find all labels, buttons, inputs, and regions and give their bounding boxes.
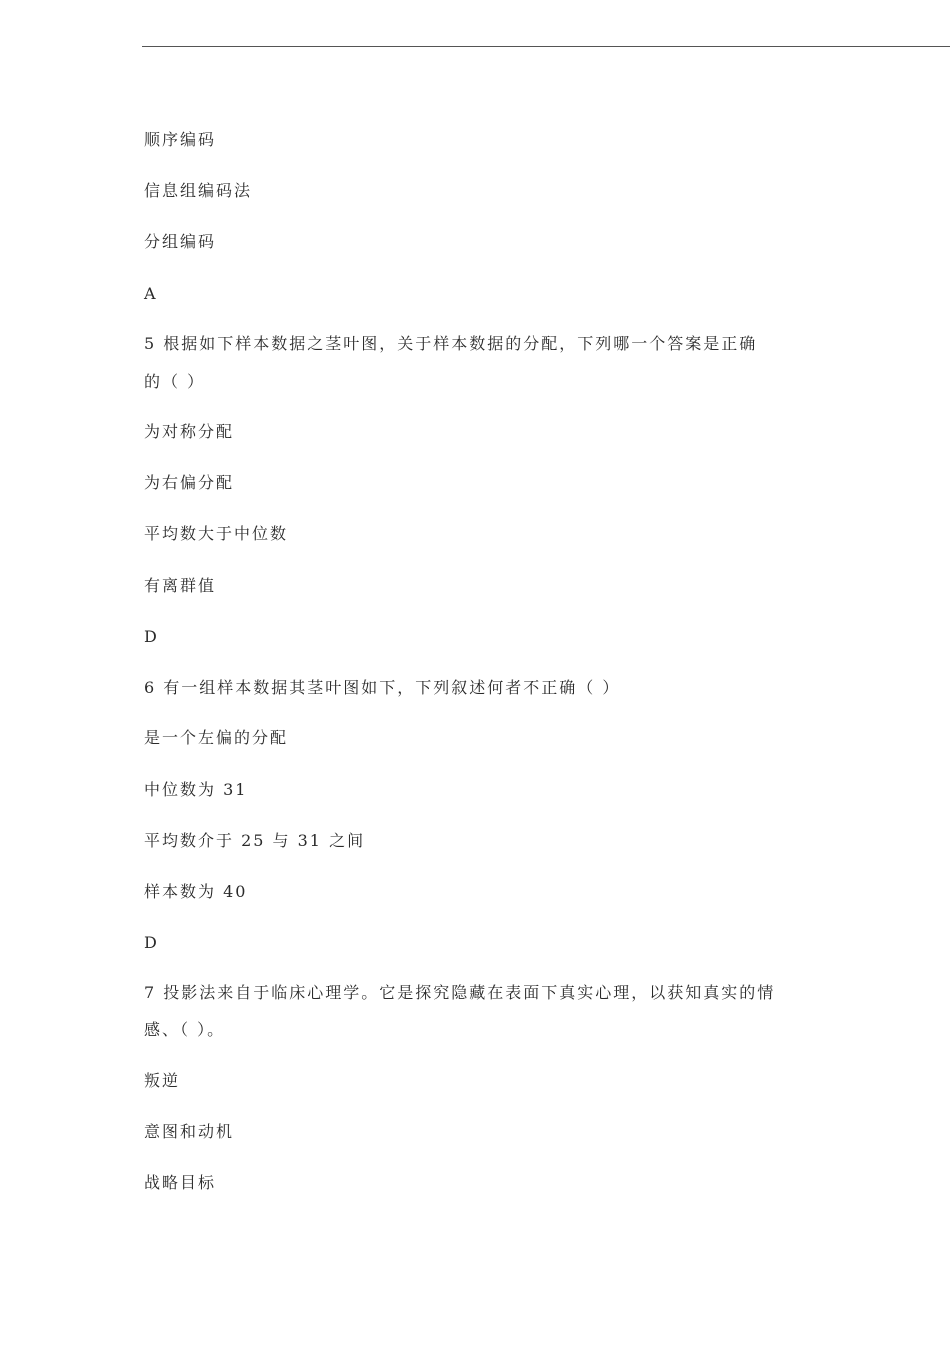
option-line: 平均数大于中位数	[144, 524, 289, 543]
option-line: 中位数为 31	[144, 780, 248, 799]
option-line: 为右偏分配	[144, 473, 235, 492]
question-line: 5 根据如下样本数据之茎叶图，关于样本数据的分配，下列哪一个答案是正确	[144, 334, 758, 353]
option-line: 战略目标	[144, 1173, 217, 1192]
option-line: 为对称分配	[144, 422, 235, 441]
option-line: 意图和动机	[144, 1122, 235, 1141]
text-line: 顺序编码	[144, 130, 217, 149]
text-line: 信息组编码法	[144, 181, 253, 200]
question-line: 7 投影法来自于临床心理学。它是探究隐藏在表面下真实心理，以获知真实的情	[144, 983, 776, 1002]
option-line: 有离群值	[144, 576, 217, 595]
question-line: 的（ ）	[144, 372, 206, 391]
option-line: 样本数为 40	[144, 882, 248, 901]
answer-line: D	[144, 627, 159, 646]
text-line: 分组编码	[144, 232, 217, 251]
answer-line: D	[144, 933, 159, 952]
question-line: 6 有一组样本数据其茎叶图如下，下列叙述何者不正确（ ）	[144, 678, 621, 697]
option-line: 平均数介于 25 与 31 之间	[144, 831, 366, 850]
question-line: 感、（ ）。	[144, 1020, 226, 1039]
answer-line: A	[144, 284, 158, 303]
option-line: 叛逆	[144, 1071, 181, 1090]
option-line: 是一个左偏的分配	[144, 728, 289, 747]
header-rule	[142, 46, 950, 47]
